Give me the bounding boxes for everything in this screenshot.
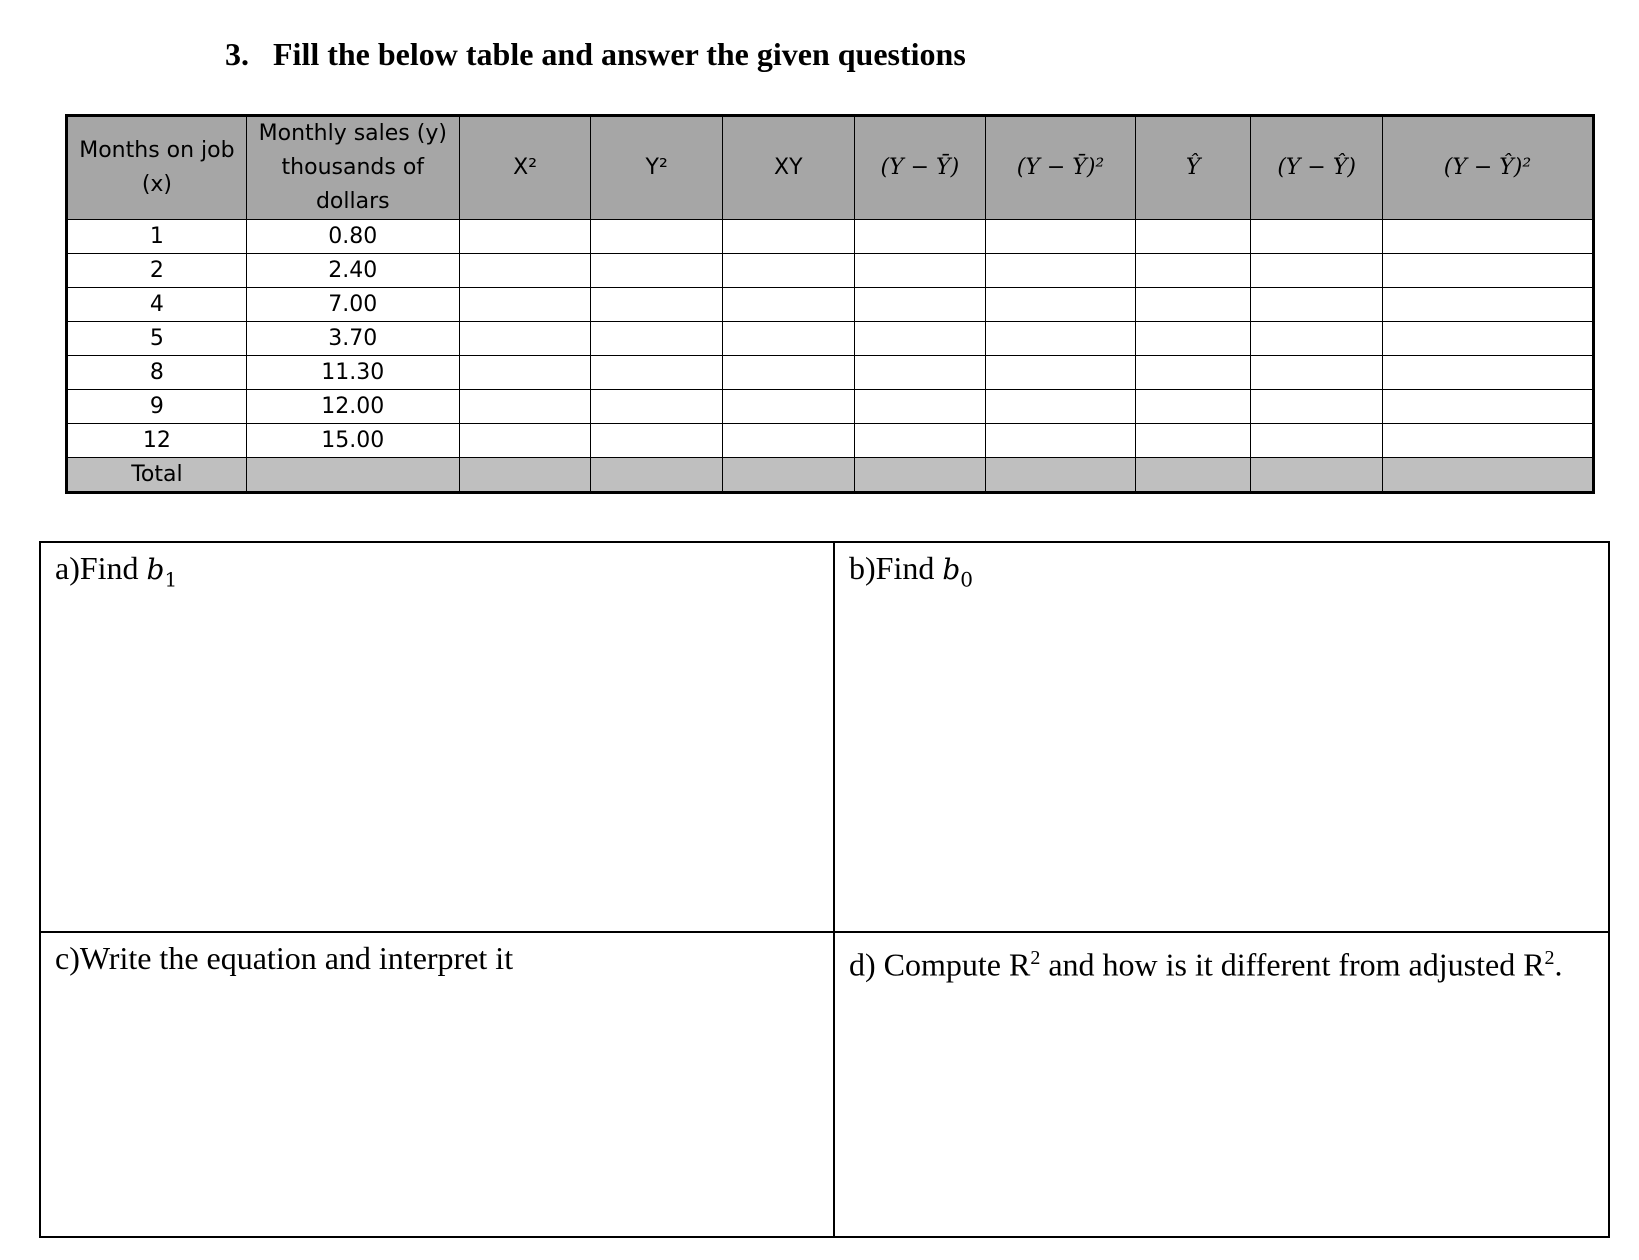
blank-answer-cell[interactable]	[986, 424, 1136, 458]
blank-answer-cell[interactable]	[1382, 322, 1593, 356]
question-a-box[interactable]	[41, 543, 833, 931]
blank-answer-cell[interactable]	[1251, 356, 1383, 390]
blank-answer-cell[interactable]	[986, 288, 1136, 322]
header-y-minus-ybar-squared: (Y − Ȳ)²	[986, 116, 1136, 220]
question-c-text: c)Write the equation and interpret it	[55, 940, 514, 976]
table-row	[67, 424, 1594, 458]
months-cell: 4	[67, 288, 247, 322]
blank-answer-cell[interactable]	[1135, 254, 1251, 288]
total-cell[interactable]	[722, 458, 854, 493]
blank-answer-cell[interactable]	[591, 356, 723, 390]
question-d-text-3: .	[1554, 946, 1563, 983]
sales-cell: 11.30	[246, 356, 459, 390]
blank-answer-cell[interactable]	[854, 424, 986, 458]
header-y-minus-yhat: (Y − Ŷ)	[1251, 116, 1383, 220]
header-y-minus-yhat-squared: (Y − Ŷ)²	[1382, 116, 1593, 220]
header-y-hat: Ŷ	[1135, 116, 1251, 220]
blank-answer-cell[interactable]	[986, 254, 1136, 288]
table-total-row	[67, 458, 1594, 493]
blank-answer-cell[interactable]	[854, 288, 986, 322]
blank-answer-cell[interactable]	[722, 322, 854, 356]
sales-cell: 0.80	[246, 220, 459, 254]
blank-answer-cell[interactable]	[459, 424, 591, 458]
header-x-squared: X²	[459, 116, 591, 220]
blank-answer-cell[interactable]	[854, 356, 986, 390]
question-a-variable: b	[146, 553, 165, 586]
question-a-prefix: a)Find	[55, 550, 147, 586]
question-a-subscript: 1	[164, 567, 178, 592]
blank-answer-cell[interactable]	[591, 288, 723, 322]
sales-cell: 2.40	[246, 254, 459, 288]
sales-cell: 15.00	[246, 424, 459, 458]
months-cell: 1	[67, 220, 247, 254]
total-cell[interactable]	[986, 458, 1136, 493]
total-cell[interactable]	[1382, 458, 1593, 493]
blank-answer-cell[interactable]	[1382, 424, 1593, 458]
blank-answer-cell[interactable]	[1382, 288, 1593, 322]
question-b-variable: b	[942, 553, 961, 586]
blank-answer-cell[interactable]	[986, 220, 1136, 254]
blank-answer-cell[interactable]	[1251, 220, 1383, 254]
blank-answer-cell[interactable]	[854, 220, 986, 254]
blank-answer-cell[interactable]	[722, 254, 854, 288]
total-cell[interactable]	[246, 458, 459, 493]
questions-grid	[39, 541, 1610, 1238]
blank-answer-cell[interactable]	[591, 424, 723, 458]
question-d-box[interactable]	[833, 931, 1608, 1236]
question-heading	[225, 36, 966, 73]
blank-answer-cell[interactable]	[459, 390, 591, 424]
total-cell[interactable]	[591, 458, 723, 493]
total-label: Total	[67, 458, 247, 493]
blank-answer-cell[interactable]	[854, 322, 986, 356]
blank-answer-cell[interactable]	[591, 220, 723, 254]
regression-worksheet-table	[65, 114, 1595, 494]
table-row	[67, 288, 1594, 322]
blank-answer-cell[interactable]	[986, 356, 1136, 390]
table-row	[67, 254, 1594, 288]
sales-cell: 3.70	[246, 322, 459, 356]
total-cell[interactable]	[1135, 458, 1251, 493]
blank-answer-cell[interactable]	[459, 322, 591, 356]
table-row	[67, 220, 1594, 254]
header-y-minus-ybar: (Y − Ȳ)	[854, 116, 986, 220]
blank-answer-cell[interactable]	[1135, 390, 1251, 424]
header-months-on-job: Months on job (x)	[67, 116, 247, 220]
question-number: 3.	[225, 36, 249, 72]
table-header-row	[67, 116, 1594, 220]
table-row	[67, 322, 1594, 356]
total-cell[interactable]	[459, 458, 591, 493]
blank-answer-cell[interactable]	[591, 322, 723, 356]
blank-answer-cell[interactable]	[1135, 356, 1251, 390]
blank-answer-cell[interactable]	[1382, 390, 1593, 424]
blank-answer-cell[interactable]	[986, 322, 1136, 356]
question-d-sup-2: 2	[1544, 947, 1555, 969]
blank-answer-cell[interactable]	[459, 220, 591, 254]
months-cell: 2	[67, 254, 247, 288]
blank-answer-cell[interactable]	[1135, 288, 1251, 322]
blank-answer-cell[interactable]	[722, 424, 854, 458]
table-row	[67, 356, 1594, 390]
blank-answer-cell[interactable]	[591, 390, 723, 424]
blank-answer-cell[interactable]	[1382, 254, 1593, 288]
sales-cell: 12.00	[246, 390, 459, 424]
months-cell: 9	[67, 390, 247, 424]
blank-answer-cell[interactable]	[459, 356, 591, 390]
total-cell[interactable]	[1251, 458, 1383, 493]
question-c-box[interactable]	[41, 931, 833, 1236]
blank-answer-cell[interactable]	[1382, 356, 1593, 390]
question-d-text-2: and how is it different from adjusted R	[1040, 946, 1545, 983]
blank-answer-cell[interactable]	[1135, 220, 1251, 254]
question-title: Fill the below table and answer the given questions	[273, 36, 966, 72]
blank-answer-cell[interactable]	[722, 390, 854, 424]
blank-answer-cell[interactable]	[1251, 288, 1383, 322]
question-d-sup-1: 2	[1030, 947, 1041, 969]
blank-answer-cell[interactable]	[1251, 254, 1383, 288]
months-cell: 5	[67, 322, 247, 356]
blank-answer-cell[interactable]	[1135, 424, 1251, 458]
header-y-squared: Y²	[591, 116, 723, 220]
months-cell: 8	[67, 356, 247, 390]
sales-cell: 7.00	[246, 288, 459, 322]
table-row	[67, 390, 1594, 424]
blank-answer-cell[interactable]	[1251, 424, 1383, 458]
question-b-prefix: b)Find	[849, 550, 943, 586]
blank-answer-cell[interactable]	[854, 254, 986, 288]
blank-answer-cell[interactable]	[459, 254, 591, 288]
blank-answer-cell[interactable]	[591, 254, 723, 288]
blank-answer-cell[interactable]	[1135, 322, 1251, 356]
question-b-subscript: 0	[960, 567, 974, 592]
question-d-text-1: d) Compute R	[849, 946, 1031, 983]
header-monthly-sales: Monthly sales (y) thousands of dollars	[246, 116, 459, 220]
months-cell: 12	[67, 424, 247, 458]
blank-answer-cell[interactable]	[854, 390, 986, 424]
question-b-box[interactable]	[833, 543, 1608, 931]
blank-answer-cell[interactable]	[459, 288, 591, 322]
blank-answer-cell[interactable]	[722, 220, 854, 254]
blank-answer-cell[interactable]	[1251, 322, 1383, 356]
blank-answer-cell[interactable]	[1382, 220, 1593, 254]
blank-answer-cell[interactable]	[722, 288, 854, 322]
header-xy: XY	[722, 116, 854, 220]
total-cell[interactable]	[854, 458, 986, 493]
blank-answer-cell[interactable]	[722, 356, 854, 390]
blank-answer-cell[interactable]	[986, 390, 1136, 424]
blank-answer-cell[interactable]	[1251, 390, 1383, 424]
